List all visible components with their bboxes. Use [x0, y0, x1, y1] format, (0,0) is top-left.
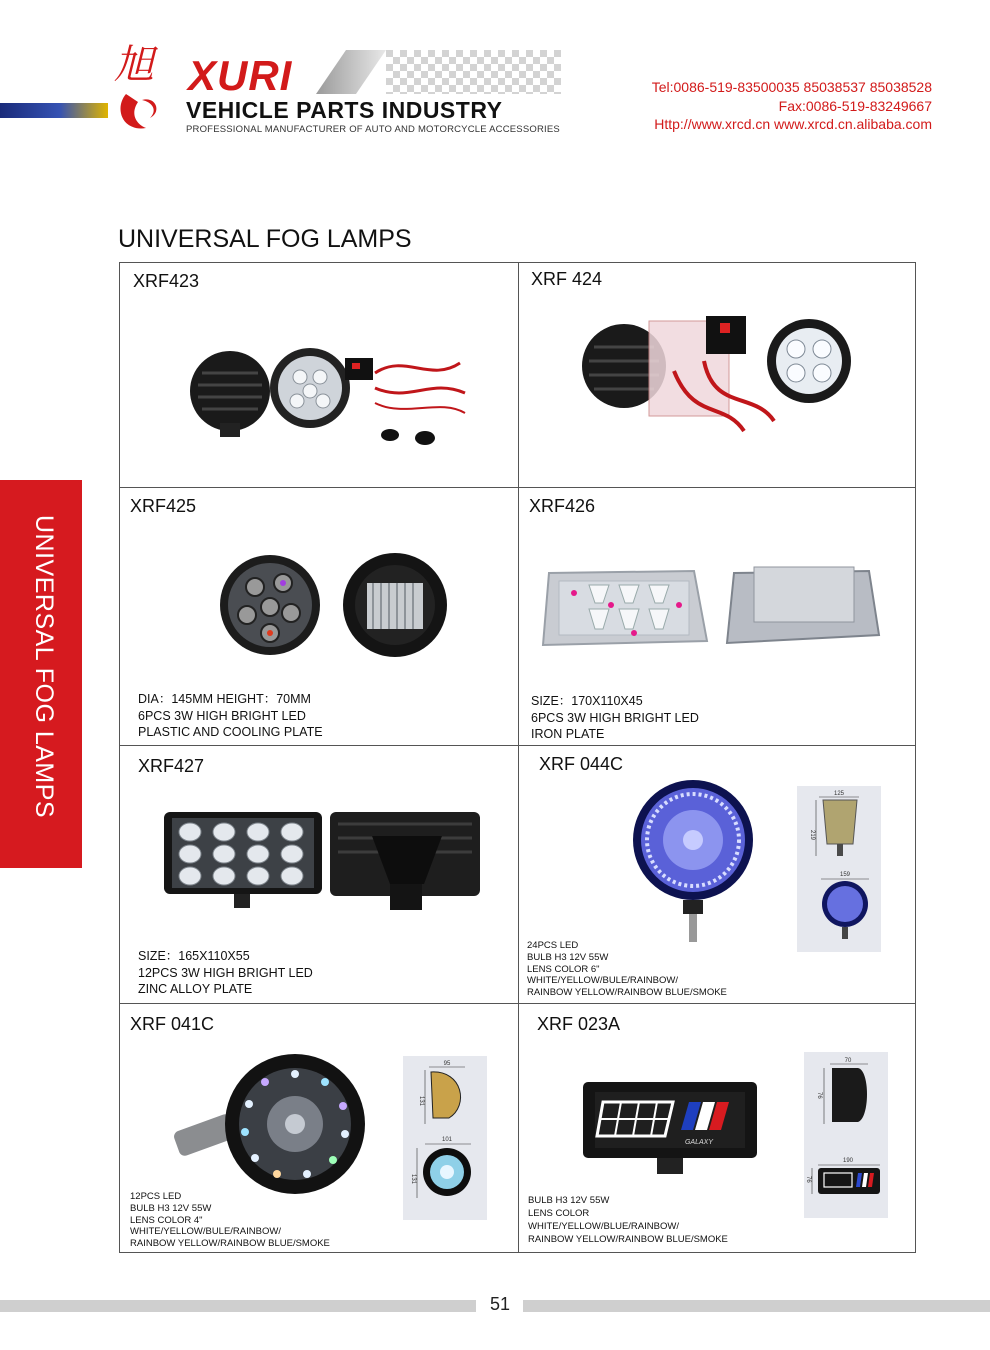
product-model: XRF 041C [130, 1014, 215, 1034]
company-name: VEHICLE PARTS INDUSTRY [186, 97, 503, 123]
fog-lamp-image [631, 778, 761, 948]
xuri-logo-icon [112, 36, 182, 136]
page-header [0, 0, 990, 150]
svg-text:219: 219 [809, 830, 815, 841]
product-specs: 24PCS LED BULB H3 12V 55W LENS COLOR 6" WHITE/YELLOW/BULE/RAINBOW/ RAINBOW YELLOW/RAINBOW BLUE/SMOKE [527, 940, 727, 999]
svg-text:125: 125 [833, 791, 845, 797]
dimension-diagram [797, 786, 881, 952]
footer-bar-right [523, 1300, 990, 1312]
fog-lamp-kit-image [574, 311, 874, 441]
product-cell-xrf023a[interactable] [519, 1004, 917, 1254]
company-tagline: PROFESSIONAL MANUFACTURER OF AUTO AND MOTORCYCLE ACCESSORIES [186, 124, 560, 135]
fog-lamp-image [162, 804, 482, 922]
svg-text:76: 76 [805, 1176, 811, 1183]
product-specs: DIA：145MM HEIGHT：70MM 6PCS 3W HIGH BRIGHT LED PLASTIC AND COOLING PLATE [138, 692, 323, 739]
product-specs: SIZE：170X110X45 6PCS 3W HIGH BRIGHT LED IRON PLATE [531, 694, 699, 741]
product-cell-xrf423[interactable] [120, 263, 518, 487]
product-model: XRF423 [133, 271, 200, 291]
svg-text:旭: 旭 [114, 42, 154, 88]
checkered-flag-graphic [316, 50, 561, 94]
dimension-diagram [804, 1052, 888, 1218]
product-model: XRF426 [529, 496, 596, 516]
product-model: XRF427 [138, 756, 205, 776]
svg-text:159: 159 [839, 872, 851, 878]
product-model: XRF 044C [539, 754, 624, 774]
svg-text:76: 76 [816, 1092, 822, 1099]
fog-lamp-image [215, 553, 455, 663]
contact-tel: Tel:0086-519-83500035 85038537 85038528 [651, 79, 932, 95]
section-title: UNIVERSAL FOG LAMPS [118, 225, 412, 253]
product-cell-xrf426[interactable] [519, 488, 917, 745]
product-specs: 12PCS LED BULB H3 12V 55W LENS COLOR 4" WHITE/YELLOW/BULE/RAINBOW/ RAINBOW YELLOW/RAINBOW BLUE/SMOKE [130, 1191, 330, 1250]
svg-text:GALAXY: GALAXY [684, 1139, 714, 1146]
brand-name: XURI [188, 52, 293, 99]
product-cell-xrf424[interactable] [519, 263, 917, 487]
svg-text:101: 101 [441, 1137, 453, 1143]
fog-lamp-image [581, 1078, 761, 1186]
product-cell-xrf425[interactable] [120, 488, 518, 745]
fog-lamp-image [539, 563, 884, 658]
contact-web[interactable]: Http://www.xrcd.cn www.xrcd.cn.alibaba.com [654, 116, 932, 132]
svg-text:131: 131 [418, 1096, 424, 1107]
product-model: XRF 424 [531, 269, 603, 289]
product-grid [119, 262, 916, 1253]
fog-lamp-image [165, 1050, 370, 1198]
fog-lamp-kit-image [180, 343, 480, 458]
product-cell-xrf427[interactable] [120, 746, 518, 1003]
product-specs: BULB H3 12V 55W LENS COLOR WHITE/YELLOW/BLUE/RAINBOW/ RAINBOW YELLOW/RAINBOW BLUE/SMOKE [528, 1195, 728, 1245]
svg-text:131: 131 [410, 1174, 416, 1185]
product-specs: SIZE：165X110X55 12PCS 3W HIGH BRIGHT LED ZINC ALLOY PLATE [138, 949, 313, 996]
contact-fax: Fax:0086-519-83249667 [778, 97, 932, 114]
side-category-tab [0, 480, 82, 868]
dimension-diagram [403, 1056, 487, 1220]
header-color-stripe [0, 103, 108, 118]
svg-text:190: 190 [842, 1158, 854, 1164]
svg-text:70: 70 [844, 1058, 852, 1064]
product-model: XRF 023A [537, 1014, 621, 1034]
product-model: XRF425 [130, 496, 197, 516]
footer-bar-left [0, 1300, 476, 1312]
contact-block [652, 78, 932, 134]
product-cell-xrf041c[interactable] [120, 1004, 518, 1254]
product-cell-xrf044c[interactable] [519, 746, 917, 1003]
side-tab-label: UNIVERSAL FOG LAMPS [30, 515, 58, 819]
svg-text:95: 95 [443, 1061, 451, 1067]
page-number: 51 [489, 1294, 511, 1314]
